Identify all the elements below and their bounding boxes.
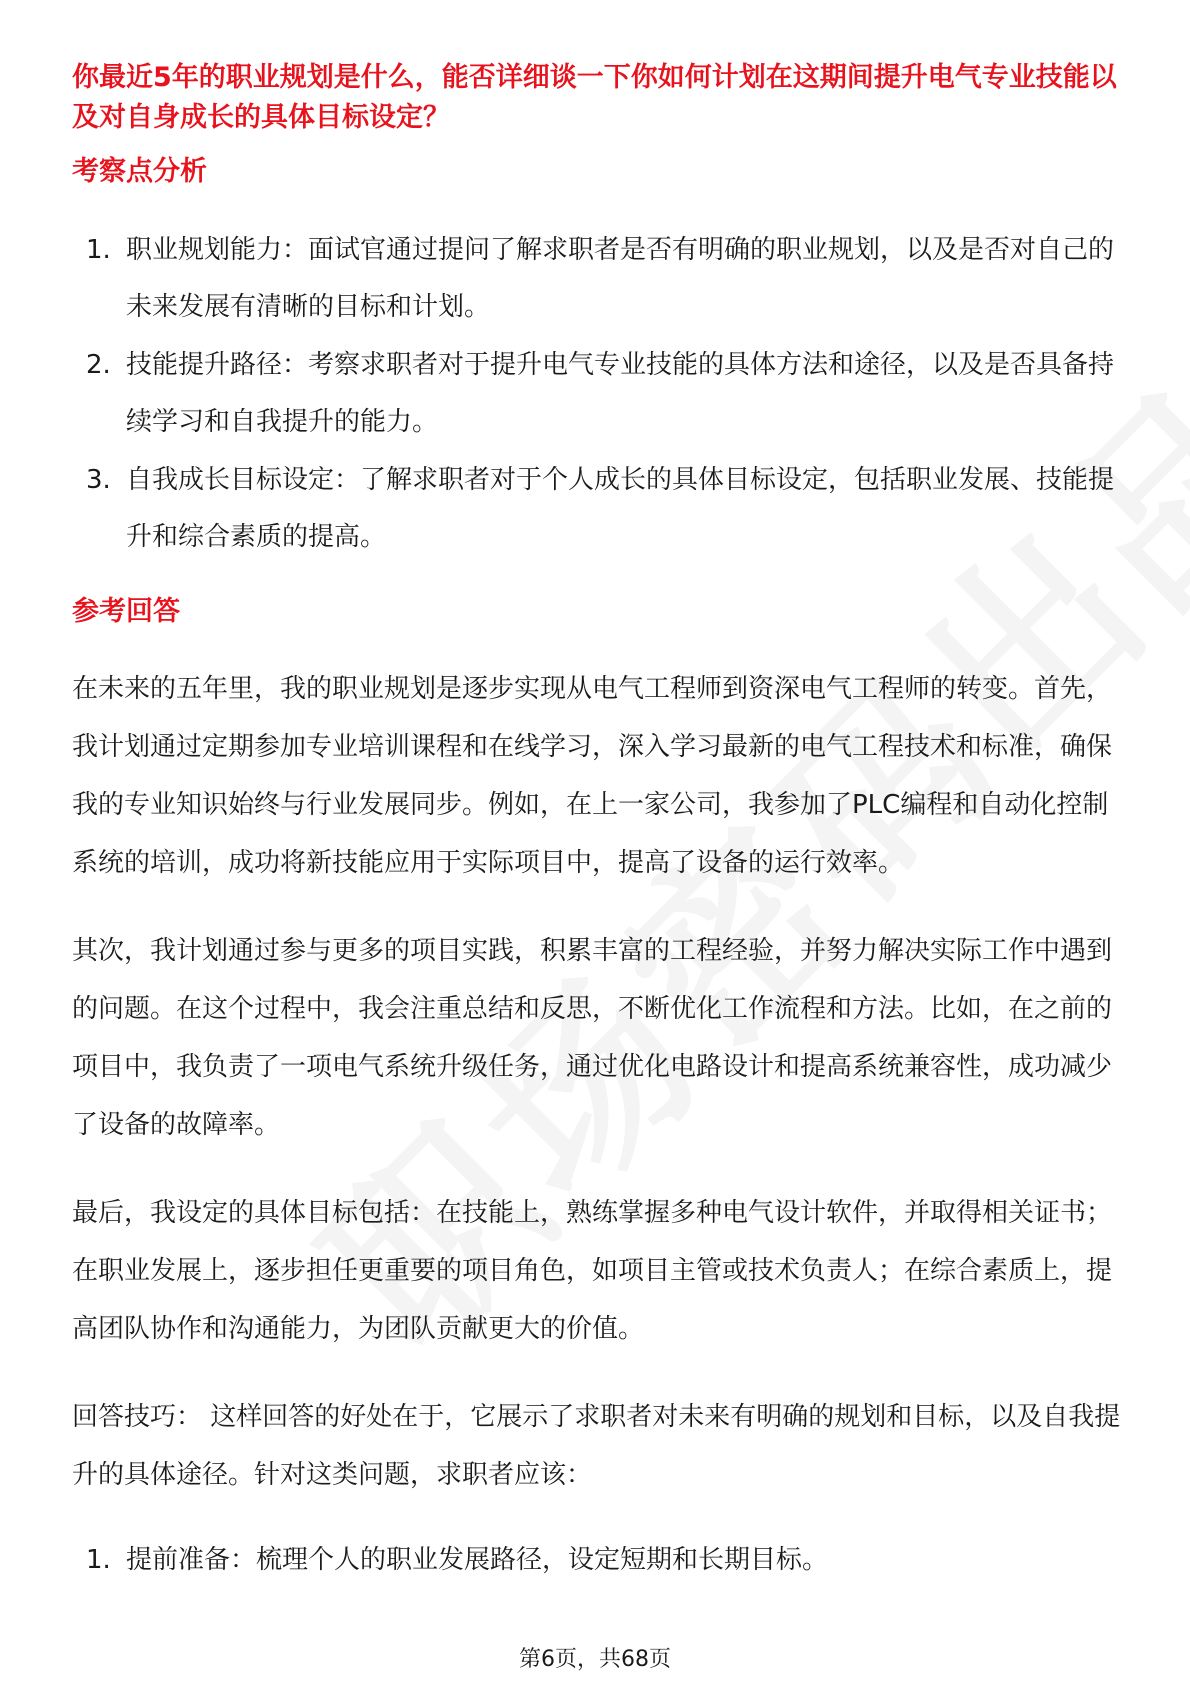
analysis-heading: 考察点分析	[72, 156, 207, 187]
list-item	[72, 337, 1122, 451]
list-item-text: 职业规划能力：面试官通过提问了解求职者是否有明确的职业规划，以及是否对自己的未来发展有清晰的目标和计划。	[126, 235, 1115, 322]
page-content	[72, 58, 1122, 1590]
list-item-text: 技能提升路径：考察求职者对于提升电气专业技能的具体方法和途径，以及是否具备持续学习和自我提升的能力。	[126, 350, 1115, 437]
analysis-points-list	[72, 222, 1122, 566]
answer-paragraph: 最后，我设定的具体目标包括：在技能上，熟练掌握多种电气设计软件，并取得相关证书；在职业发展上，逐步担任更重要的项目角色，如项目主管或技术负责人；在综合素质上，提高团队协作和沟通能力，为团队贡献更大的价值。	[72, 1198, 1113, 1344]
answer-paragraph: 其次，我计划通过参与更多的项目实践，积累丰富的工程经验，并努力解决实际工作中遇到的问题。在这个过程中，我会注重总结和反思，不断优化工作流程和方法。比如，在之前的项目中，我负责了一项电气系统升级任务，通过优化电路设计和提高系统兼容性，成功减少了设备的故障率。	[72, 936, 1113, 1140]
list-item-text: 提前准备：梳理个人的职业发展路径，设定短期和长期目标。	[126, 1545, 829, 1575]
list-item	[72, 222, 1122, 336]
list-item-number: 3.	[86, 465, 111, 495]
list-item-number: 2.	[86, 350, 111, 380]
tips-list	[72, 1532, 1122, 1589]
reference-heading: 参考回答	[72, 596, 180, 627]
list-item-number: 1.	[86, 235, 111, 265]
answer-paragraph: 在未来的五年里，我的职业规划是逐步实现从电气工程师到资深电气工程师的转变。首先，我计划通过定期参加专业培训课程和在线学习，深入学习最新的电气工程技术和标准，确保我的专业知识始终与行业发展同步。例如，在上一家公司，我参加了PLC编程和自动化控制系统的培训，成功将新技能应用于实际项目中，提高了设备的运行效率。	[72, 674, 1113, 878]
list-item-number: 1.	[86, 1545, 111, 1575]
interview-question: 你最近5年的职业规划是什么，能否详细谈一下你如何计划在这期间提升电气专业技能以及对自身成长的具体目标设定？	[72, 62, 1117, 133]
page-footer: 第6页，共68页	[519, 1647, 671, 1672]
answer-tips-paragraph: 回答技巧： 这样回答的好处在于，它展示了求职者对未来有明确的规划和目标，以及自我提升的具体途径。针对这类问题，求职者应该：	[72, 1402, 1121, 1490]
list-item	[72, 1532, 1122, 1589]
list-item	[72, 452, 1122, 566]
list-item-text: 自我成长目标设定：了解求职者对于个人成长的具体目标设定，包括职业发展、技能提升和综合素质的提高。	[126, 465, 1115, 552]
